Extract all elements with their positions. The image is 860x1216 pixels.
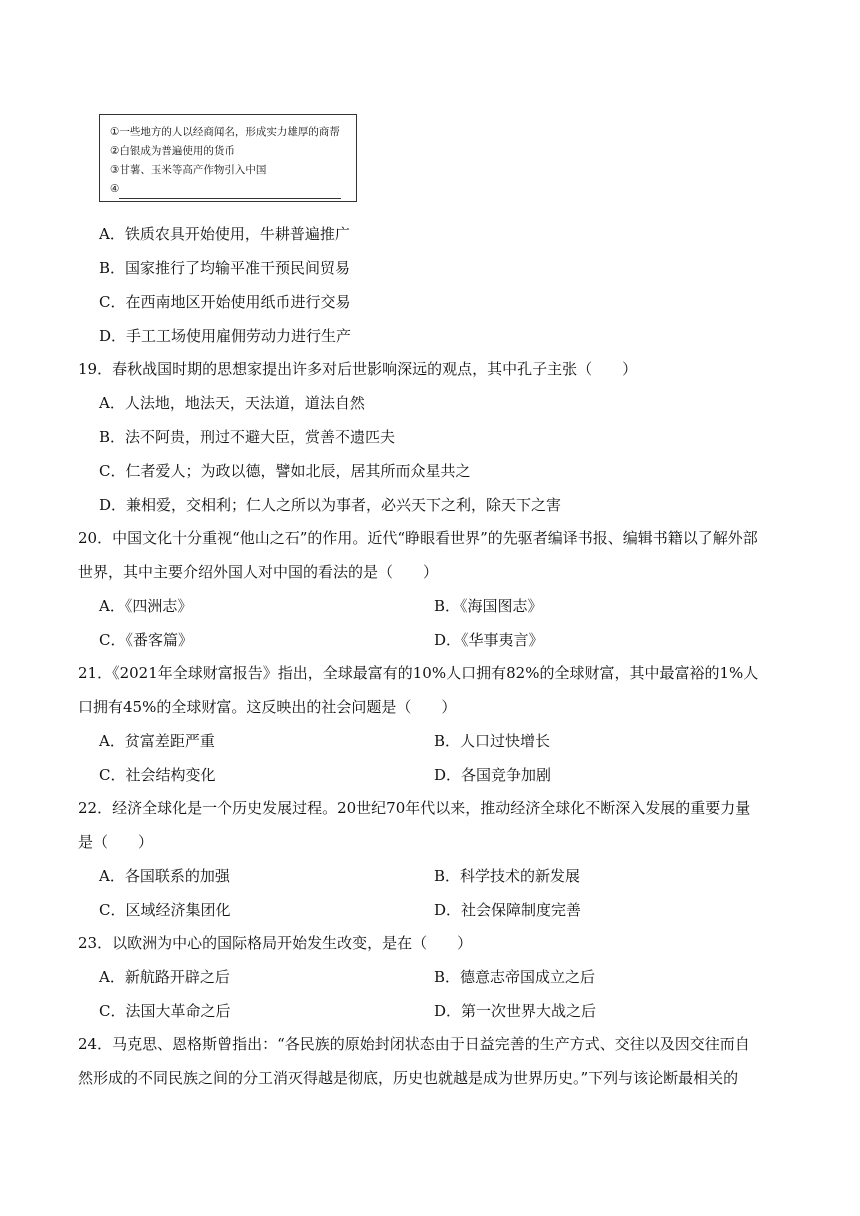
q21-option-b: B．人口过快增长: [434, 732, 551, 750]
q22-option-d: D．社会保障制度完善: [434, 901, 582, 919]
q20-option-a: A．《四洲志》: [99, 597, 193, 615]
material-line-2: ②白银成为普遍使用的货币: [110, 145, 235, 157]
q19-option-a: A．人法地，地法天，天法道，道法自然: [99, 394, 365, 412]
q22-option-b: B．科学技术的新发展: [434, 867, 581, 885]
q21-option-c: C．社会结构变化: [99, 766, 216, 784]
q20-option-b: B．《海国图志》: [434, 597, 543, 615]
material-line-4: [110, 180, 346, 199]
q18-option-d: D．手工工场使用雇佣劳动力进行生产: [99, 327, 352, 345]
q24-stem-line1: 24．马克思、恩格斯曾指出：“各民族的原始封闭状态由于日益完善的生产方式、交往以及因交往而自: [78, 1035, 750, 1053]
q22-stem-line2: 是（ ）: [78, 833, 154, 851]
q23-option-c: C．法国大革命之后: [99, 1002, 231, 1020]
q22-option-a: A．各国联系的加强: [99, 867, 230, 885]
q18-option-b: B．国家推行了均输平准干预民间贸易: [99, 259, 351, 277]
q20-option-d: D．《华事夷言》: [434, 631, 544, 649]
q23-option-a: A．新航路开辟之后: [99, 968, 230, 986]
material-box: [99, 114, 357, 202]
material-line-4-label: ④: [110, 183, 120, 195]
q20-option-c: C．《番客篇》: [99, 631, 193, 649]
q18-option-a: A．铁质农具开始使用，牛耕普遍推广: [99, 225, 350, 243]
q22-stem-line1: 22．经济全球化是一个历史发展过程。20世纪70年代以来，推动经济全球化不断深入发展的重要力量: [78, 799, 751, 817]
q23-option-d: D．第一次世界大战之后: [434, 1002, 597, 1020]
q23-option-b: B．德意志帝国成立之后: [434, 968, 596, 986]
q18-option-c: C．在西南地区开始使用纸币进行交易: [99, 293, 351, 311]
q22-option-c: C．区域经济集团化: [99, 901, 231, 919]
q19-option-c: C．仁者爱人；为政以德，譬如北辰，居其所而众星共之: [99, 462, 471, 480]
material-line-3: ③甘薯、玉米等高产作物引入中国: [110, 164, 267, 176]
q20-stem-line2: 世界，其中主要介绍外国人对中国的看法的是（ ）: [78, 563, 439, 581]
q19-option-b: B．法不阿贵，刑过不避大臣，赏善不遗匹夫: [99, 428, 396, 446]
fill-blank-line: [119, 186, 341, 199]
material-line-1: ①一些地方的人以经商闻名，形成实力雄厚的商帮: [110, 126, 340, 138]
q24-stem-line2: 然形成的不同民族之间的分工消灭得越是彻底，历史也就越是成为世界历史。”下列与该论断最相关的: [78, 1069, 739, 1087]
q21-option-a: A．贫富差距严重: [99, 732, 215, 750]
q21-option-d: D．各国竞争加剧: [434, 766, 552, 784]
q19-stem: 19．春秋战国时期的思想家提出许多对后世影响深远的观点，其中孔子主张（ ）: [78, 360, 638, 378]
q23-stem: 23．以欧洲为中心的国际格局开始发生改变，是在（ ）: [78, 934, 473, 952]
q21-stem-line2: 口拥有45%的全球财富。这反映出的社会问题是（ ）: [78, 698, 457, 716]
q20-stem-line1: 20．中国文化十分重视“他山之石”的作用。近代“睁眼看世界”的先驱者编译书报、编辑书籍以了解外部: [78, 529, 758, 547]
q19-option-d: D．兼相爱，交相利；仁人之所以为事者，必兴天下之利，除天下之害: [99, 496, 562, 514]
q21-stem-line1: 21．《2021年全球财富报告》指出，全球最富有的10%人口拥有82%的全球财富，其中最富裕的1%人: [78, 664, 759, 682]
